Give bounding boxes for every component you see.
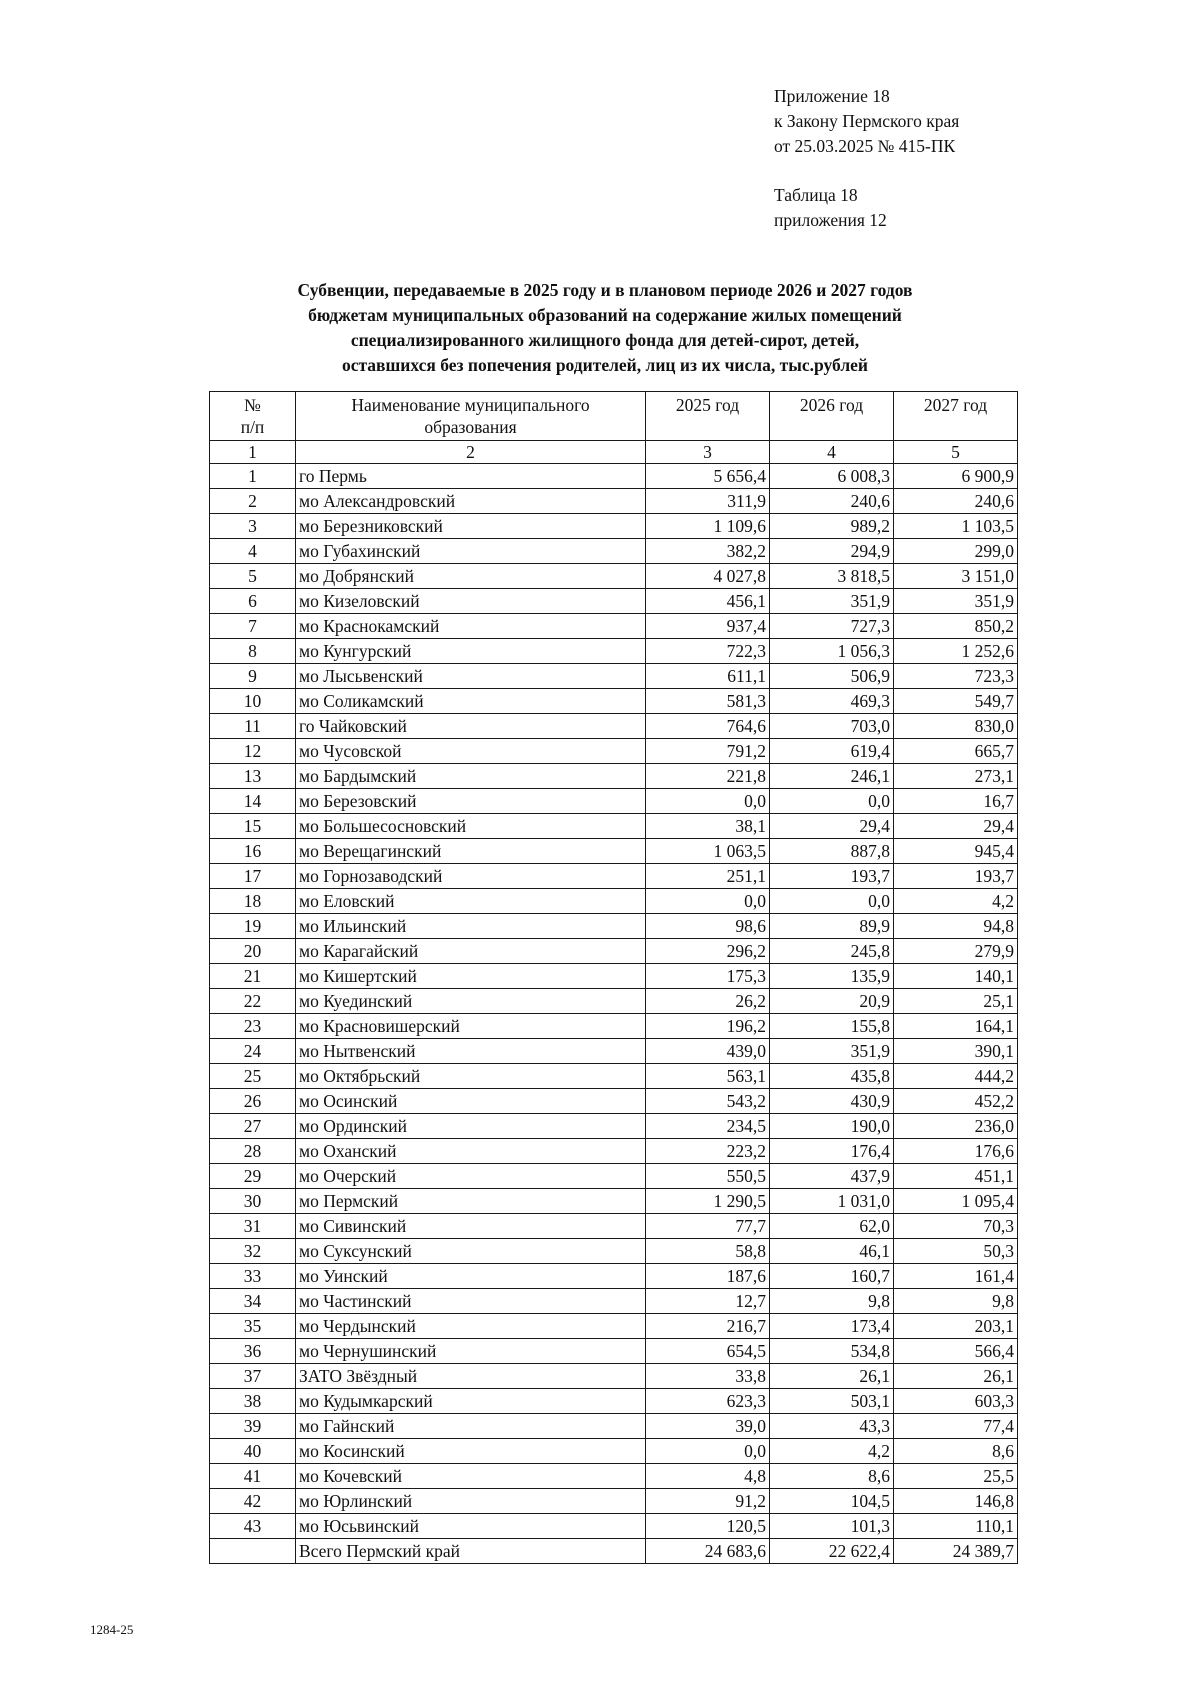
municipality-name: мо Березовский	[296, 789, 646, 814]
header-number-line2: п/п	[240, 417, 265, 437]
table-row	[210, 464, 1018, 489]
value-2025: 611,1	[646, 664, 770, 689]
table-row	[210, 939, 1018, 964]
row-number: 27	[210, 1114, 296, 1139]
table-row	[210, 664, 1018, 689]
table-row	[210, 1314, 1018, 1339]
total-2026: 22 622,4	[770, 1539, 894, 1564]
value-2025: 26,2	[646, 989, 770, 1014]
value-2026: 46,1	[770, 1239, 894, 1264]
value-2027: 351,9	[894, 589, 1018, 614]
table-row	[210, 1189, 1018, 1214]
municipality-name: мо Горнозаводский	[296, 864, 646, 889]
municipality-name: мо Юсьвинский	[296, 1514, 646, 1539]
row-number: 40	[210, 1439, 296, 1464]
row-number: 13	[210, 764, 296, 789]
municipality-name: мо Частинский	[296, 1289, 646, 1314]
municipality-name: мо Косинский	[296, 1439, 646, 1464]
municipality-name: мо Сивинский	[296, 1214, 646, 1239]
value-2026: 89,9	[770, 914, 894, 939]
value-2025: 1 109,6	[646, 514, 770, 539]
table-row	[210, 639, 1018, 664]
municipality-name: мо Верещагинский	[296, 839, 646, 864]
table-row	[210, 1414, 1018, 1439]
row-number: 7	[210, 614, 296, 639]
row-number: 37	[210, 1364, 296, 1389]
table-row	[210, 589, 1018, 614]
row-number: 26	[210, 1089, 296, 1114]
row-number: 15	[210, 814, 296, 839]
municipality-name: мо Красновишерский	[296, 1014, 646, 1039]
document-code: 1284-25	[90, 1622, 134, 1637]
value-2027: 451,1	[894, 1164, 1018, 1189]
value-2025: 382,2	[646, 539, 770, 564]
value-2025: 223,2	[646, 1139, 770, 1164]
value-2025: 4 027,8	[646, 564, 770, 589]
municipality-name: мо Чусовской	[296, 739, 646, 764]
law-date-number: от 25.03.2025 № 415-ПК	[774, 136, 956, 156]
table-row	[210, 1339, 1018, 1364]
municipality-name: мо Юрлинский	[296, 1489, 646, 1514]
value-2026: 26,1	[770, 1364, 894, 1389]
table-row	[210, 1264, 1018, 1289]
table-row	[210, 1014, 1018, 1039]
value-2025: 550,5	[646, 1164, 770, 1189]
row-number: 3	[210, 514, 296, 539]
row-number: 22	[210, 989, 296, 1014]
value-2027: 140,1	[894, 964, 1018, 989]
value-2026: 727,3	[770, 614, 894, 639]
value-2026: 104,5	[770, 1489, 894, 1514]
value-2025: 722,3	[646, 639, 770, 664]
value-2027: 444,2	[894, 1064, 1018, 1089]
value-2027: 299,0	[894, 539, 1018, 564]
title-line: Субвенции, передаваемые в 2025 году и в плановом периоде 2026 и 2027 годов	[297, 280, 913, 300]
value-2027: 94,8	[894, 914, 1018, 939]
value-2026: 6 008,3	[770, 464, 894, 489]
value-2026: 246,1	[770, 764, 894, 789]
value-2025: 764,6	[646, 714, 770, 739]
row-number: 36	[210, 1339, 296, 1364]
table-row	[210, 1114, 1018, 1139]
title-line: бюджетам муниципальных образований на содержание жилых помещений	[308, 305, 902, 325]
table-row	[210, 914, 1018, 939]
municipality-name: мо Кудымкарский	[296, 1389, 646, 1414]
municipality-name: мо Соликамский	[296, 689, 646, 714]
value-2027: 176,6	[894, 1139, 1018, 1164]
table-row	[210, 539, 1018, 564]
value-2026: 351,9	[770, 1039, 894, 1064]
municipality-name: мо Карагайский	[296, 939, 646, 964]
table-row	[210, 864, 1018, 889]
value-2025: 175,3	[646, 964, 770, 989]
municipality-name: мо Краснокамский	[296, 614, 646, 639]
header-municipality-line1: Наименование муниципального	[351, 395, 590, 415]
column-number: 1	[210, 441, 296, 464]
table-row	[210, 1389, 1018, 1414]
value-2026: 0,0	[770, 789, 894, 814]
value-2026: 435,8	[770, 1064, 894, 1089]
municipality-name: мо Уинский	[296, 1264, 646, 1289]
municipality-name: мо Бардымский	[296, 764, 646, 789]
table-row	[210, 1514, 1018, 1539]
value-2025: 311,9	[646, 489, 770, 514]
value-2026: 887,8	[770, 839, 894, 864]
value-2025: 1 063,5	[646, 839, 770, 864]
value-2027: 70,3	[894, 1214, 1018, 1239]
value-2026: 0,0	[770, 889, 894, 914]
table-row	[210, 1239, 1018, 1264]
value-2025: 251,1	[646, 864, 770, 889]
table-row	[210, 964, 1018, 989]
value-2026: 619,4	[770, 739, 894, 764]
appendix-reference: приложения 12	[774, 210, 887, 230]
value-2025: 296,2	[646, 939, 770, 964]
law-reference: к Закону Пермского края	[774, 111, 960, 131]
row-number: 14	[210, 789, 296, 814]
municipality-name: мо Кизеловский	[296, 589, 646, 614]
header-2027: 2027 год	[894, 392, 1018, 441]
municipality-name: мо Добрянский	[296, 564, 646, 589]
table-row	[210, 564, 1018, 589]
row-number: 5	[210, 564, 296, 589]
municipality-name: мо Суксунский	[296, 1239, 646, 1264]
table-row	[210, 814, 1018, 839]
table-row	[210, 1489, 1018, 1514]
row-number: 1	[210, 464, 296, 489]
document-title	[150, 278, 1060, 378]
value-2026: 245,8	[770, 939, 894, 964]
table-row	[210, 889, 1018, 914]
value-2027: 665,7	[894, 739, 1018, 764]
value-2027: 25,1	[894, 989, 1018, 1014]
municipality-name: мо Чернушинский	[296, 1339, 646, 1364]
value-2026: 240,6	[770, 489, 894, 514]
total-2025: 24 683,6	[646, 1539, 770, 1564]
value-2027: 566,4	[894, 1339, 1018, 1364]
municipality-name: мо Еловский	[296, 889, 646, 914]
value-2026: 20,9	[770, 989, 894, 1014]
appendix-header	[774, 84, 959, 233]
total-row	[210, 1539, 1018, 1564]
column-number: 4	[770, 441, 894, 464]
value-2025: 39,0	[646, 1414, 770, 1439]
value-2027: 146,8	[894, 1489, 1018, 1514]
value-2027: 723,3	[894, 664, 1018, 689]
municipality-name: мо Лысьвенский	[296, 664, 646, 689]
value-2025: 543,2	[646, 1089, 770, 1114]
value-2026: 469,3	[770, 689, 894, 714]
value-2026: 1 031,0	[770, 1189, 894, 1214]
table-row	[210, 1439, 1018, 1464]
header-number-line1: №	[244, 395, 261, 415]
row-number: 30	[210, 1189, 296, 1214]
municipality-name: мо Оханский	[296, 1139, 646, 1164]
value-2026: 193,7	[770, 864, 894, 889]
value-2026: 173,4	[770, 1314, 894, 1339]
row-number: 42	[210, 1489, 296, 1514]
row-number: 19	[210, 914, 296, 939]
value-2025: 234,5	[646, 1114, 770, 1139]
appendix-number: Приложение 18	[774, 86, 890, 106]
municipality-name: мо Осинский	[296, 1089, 646, 1114]
table-row	[210, 839, 1018, 864]
table-row	[210, 1464, 1018, 1489]
value-2027: 830,0	[894, 714, 1018, 739]
value-2026: 351,9	[770, 589, 894, 614]
municipality-name: мо Кочевский	[296, 1464, 646, 1489]
table-row	[210, 789, 1018, 814]
municipality-name: го Пермь	[296, 464, 646, 489]
value-2025: 33,8	[646, 1364, 770, 1389]
value-2026: 506,9	[770, 664, 894, 689]
value-2025: 0,0	[646, 889, 770, 914]
header-2025: 2025 год	[646, 392, 770, 441]
municipality-name: мо Губахинский	[296, 539, 646, 564]
value-2025: 563,1	[646, 1064, 770, 1089]
table-row	[210, 714, 1018, 739]
value-2026: 534,8	[770, 1339, 894, 1364]
table-row	[210, 764, 1018, 789]
municipality-name: мо Кишертский	[296, 964, 646, 989]
subsidies-table	[209, 391, 1018, 1564]
row-number: 39	[210, 1414, 296, 1439]
table-row	[210, 489, 1018, 514]
value-2026: 135,9	[770, 964, 894, 989]
row-number: 32	[210, 1239, 296, 1264]
value-2027: 16,7	[894, 789, 1018, 814]
value-2027: 161,4	[894, 1264, 1018, 1289]
row-number: 11	[210, 714, 296, 739]
table-row	[210, 514, 1018, 539]
value-2025: 654,5	[646, 1339, 770, 1364]
value-2027: 4,2	[894, 889, 1018, 914]
value-2025: 187,6	[646, 1264, 770, 1289]
value-2025: 58,8	[646, 1239, 770, 1264]
municipality-name: мо Кунгурский	[296, 639, 646, 664]
value-2027: 240,6	[894, 489, 1018, 514]
value-2027: 850,2	[894, 614, 1018, 639]
table-row	[210, 989, 1018, 1014]
title-line: специализированного жилищного фонда для детей-сирот, детей,	[350, 330, 860, 350]
header-municipality-line2: образования	[424, 417, 517, 437]
municipality-name: мо Большесосновский	[296, 814, 646, 839]
value-2025: 12,7	[646, 1289, 770, 1314]
value-2025: 77,7	[646, 1214, 770, 1239]
row-number: 35	[210, 1314, 296, 1339]
value-2027: 164,1	[894, 1014, 1018, 1039]
municipality-name: мо Чердынский	[296, 1314, 646, 1339]
total-2027: 24 389,7	[894, 1539, 1018, 1564]
row-number: 6	[210, 589, 296, 614]
value-2026: 160,7	[770, 1264, 894, 1289]
value-2026: 176,4	[770, 1139, 894, 1164]
value-2027: 77,4	[894, 1414, 1018, 1439]
value-2025: 791,2	[646, 739, 770, 764]
value-2026: 101,3	[770, 1514, 894, 1539]
table-row	[210, 1089, 1018, 1114]
row-number: 20	[210, 939, 296, 964]
municipality-name: мо Октябрьский	[296, 1064, 646, 1089]
table-row	[210, 1064, 1018, 1089]
value-2027: 1 103,5	[894, 514, 1018, 539]
table-row	[210, 1164, 1018, 1189]
value-2027: 390,1	[894, 1039, 1018, 1064]
table-row	[210, 689, 1018, 714]
row-number: 34	[210, 1289, 296, 1314]
value-2027: 8,6	[894, 1439, 1018, 1464]
value-2025: 0,0	[646, 789, 770, 814]
row-number: 33	[210, 1264, 296, 1289]
value-2026: 1 056,3	[770, 639, 894, 664]
value-2025: 581,3	[646, 689, 770, 714]
value-2025: 196,2	[646, 1014, 770, 1039]
total-label: Всего Пермский край	[296, 1539, 646, 1564]
value-2027: 110,1	[894, 1514, 1018, 1539]
value-2026: 29,4	[770, 814, 894, 839]
value-2025: 0,0	[646, 1439, 770, 1464]
value-2027: 279,9	[894, 939, 1018, 964]
value-2027: 29,4	[894, 814, 1018, 839]
table-row	[210, 1214, 1018, 1239]
value-2026: 294,9	[770, 539, 894, 564]
row-number: 21	[210, 964, 296, 989]
value-2027: 26,1	[894, 1364, 1018, 1389]
value-2025: 1 290,5	[646, 1189, 770, 1214]
column-number: 3	[646, 441, 770, 464]
value-2026: 703,0	[770, 714, 894, 739]
value-2026: 43,3	[770, 1414, 894, 1439]
row-number: 29	[210, 1164, 296, 1189]
value-2025: 623,3	[646, 1389, 770, 1414]
value-2025: 38,1	[646, 814, 770, 839]
value-2027: 9,8	[894, 1289, 1018, 1314]
municipality-name: мо Очерский	[296, 1164, 646, 1189]
value-2025: 937,4	[646, 614, 770, 639]
value-2026: 430,9	[770, 1089, 894, 1114]
title-line: оставшихся без попечения родителей, лиц из их числа, тыс.рублей	[341, 355, 869, 375]
row-number: 24	[210, 1039, 296, 1064]
value-2025: 216,7	[646, 1314, 770, 1339]
column-number: 5	[894, 441, 1018, 464]
table-row	[210, 1039, 1018, 1064]
row-number: 4	[210, 539, 296, 564]
row-number: 12	[210, 739, 296, 764]
row-number: 41	[210, 1464, 296, 1489]
header-municipality	[296, 392, 646, 441]
row-number: 16	[210, 839, 296, 864]
value-2027: 50,3	[894, 1239, 1018, 1264]
value-2027: 945,4	[894, 839, 1018, 864]
table-body	[210, 464, 1018, 1539]
column-number-row	[210, 441, 1018, 464]
value-2027: 603,3	[894, 1389, 1018, 1414]
value-2027: 6 900,9	[894, 464, 1018, 489]
value-2025: 439,0	[646, 1039, 770, 1064]
value-2026: 190,0	[770, 1114, 894, 1139]
value-2027: 1 095,4	[894, 1189, 1018, 1214]
municipality-name: мо Пермский	[296, 1189, 646, 1214]
row-number: 8	[210, 639, 296, 664]
table-row	[210, 1139, 1018, 1164]
row-number: 2	[210, 489, 296, 514]
value-2027: 193,7	[894, 864, 1018, 889]
table-row	[210, 1289, 1018, 1314]
header-number	[210, 392, 296, 441]
row-number: 17	[210, 864, 296, 889]
total-number-cell	[210, 1539, 296, 1564]
column-number: 2	[296, 441, 646, 464]
value-2027: 203,1	[894, 1314, 1018, 1339]
value-2026: 503,1	[770, 1389, 894, 1414]
row-number: 25	[210, 1064, 296, 1089]
municipality-name: мо Ильинский	[296, 914, 646, 939]
row-number: 23	[210, 1014, 296, 1039]
value-2025: 98,6	[646, 914, 770, 939]
value-2026: 155,8	[770, 1014, 894, 1039]
value-2025: 120,5	[646, 1514, 770, 1539]
value-2027: 452,2	[894, 1089, 1018, 1114]
row-number: 18	[210, 889, 296, 914]
row-number: 38	[210, 1389, 296, 1414]
value-2025: 91,2	[646, 1489, 770, 1514]
value-2025: 4,8	[646, 1464, 770, 1489]
row-number: 28	[210, 1139, 296, 1164]
value-2026: 989,2	[770, 514, 894, 539]
table-number: Таблица 18	[774, 185, 858, 205]
municipality-name: мо Нытвенский	[296, 1039, 646, 1064]
municipality-name: го Чайковский	[296, 714, 646, 739]
municipality-name: мо Гайнский	[296, 1414, 646, 1439]
row-number: 10	[210, 689, 296, 714]
value-2026: 4,2	[770, 1439, 894, 1464]
table-row	[210, 614, 1018, 639]
value-2025: 221,8	[646, 764, 770, 789]
table-row	[210, 739, 1018, 764]
municipality-name: мо Ординский	[296, 1114, 646, 1139]
value-2027: 1 252,6	[894, 639, 1018, 664]
value-2026: 9,8	[770, 1289, 894, 1314]
value-2027: 3 151,0	[894, 564, 1018, 589]
value-2025: 456,1	[646, 589, 770, 614]
header-2026: 2026 год	[770, 392, 894, 441]
municipality-name: мо Александровский	[296, 489, 646, 514]
municipality-name: ЗАТО Звёздный	[296, 1364, 646, 1389]
value-2027: 273,1	[894, 764, 1018, 789]
row-number: 9	[210, 664, 296, 689]
table-header-row	[210, 392, 1018, 441]
value-2025: 5 656,4	[646, 464, 770, 489]
value-2027: 549,7	[894, 689, 1018, 714]
municipality-name: мо Березниковский	[296, 514, 646, 539]
value-2026: 8,6	[770, 1464, 894, 1489]
value-2026: 437,9	[770, 1164, 894, 1189]
value-2027: 236,0	[894, 1114, 1018, 1139]
row-number: 31	[210, 1214, 296, 1239]
row-number: 43	[210, 1514, 296, 1539]
value-2026: 62,0	[770, 1214, 894, 1239]
municipality-name: мо Куединский	[296, 989, 646, 1014]
table-row	[210, 1364, 1018, 1389]
value-2026: 3 818,5	[770, 564, 894, 589]
value-2027: 25,5	[894, 1464, 1018, 1489]
